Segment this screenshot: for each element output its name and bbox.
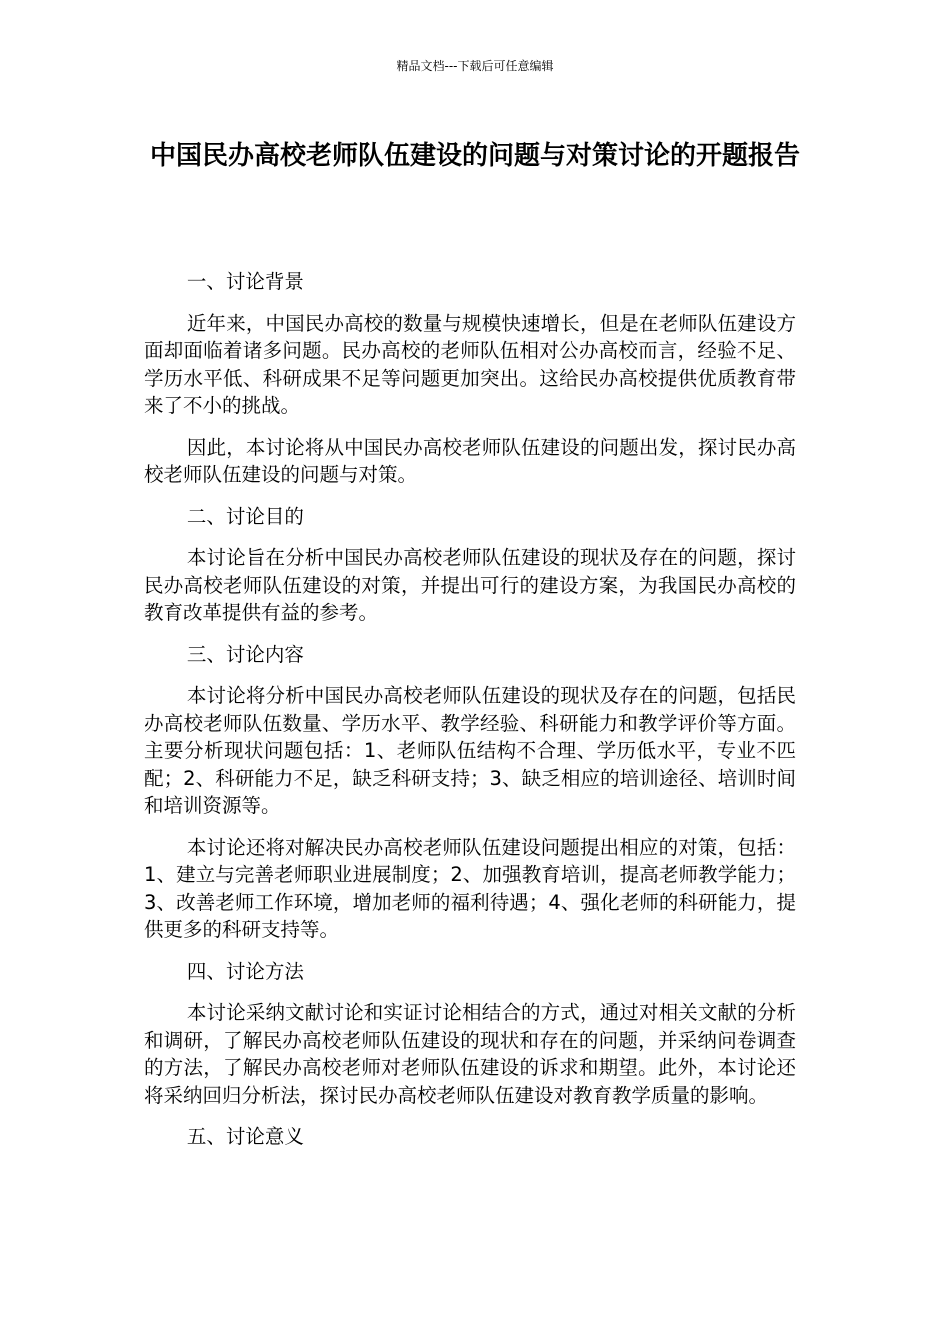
document-body bbox=[144, 268, 796, 1165]
paragraph: 本讨论旨在分析中国民办高校老师队伍建设的现状及存在的问题，探讨民办高校老师队伍建设的对策，并提出可行的建设方案，为我国民办高校的教育改革提供有益的参考。 bbox=[144, 546, 796, 624]
paragraph: 本讨论还将对解决民办高校老师队伍建设问题提出相应的对策，包括：1、建立与完善老师职业进展制度；2、加强教育培训，提高老师教学能力；3、改善老师工作环境，增加老师的福利待遇；4、强化老师的科研能力，提供更多的科研支持等。 bbox=[144, 835, 796, 941]
paragraph: 因此，本讨论将从中国民办高校老师队伍建设的问题出发，探讨民办高校老师队伍建设的问题与对策。 bbox=[144, 435, 796, 486]
paragraph: 本讨论将分析中国民办高校老师队伍建设的现状及存在的问题，包括民办高校老师队伍数量、学历水平、教学经验、科研能力和教学评价等方面。主要分析现状问题包括：1、老师队伍结构不合理、学历低水平，专业不匹配；2、科研能力不足，缺乏科研支持；3、缺乏相应的培训途径、培训时间和培训资源等。 bbox=[144, 684, 796, 817]
paragraph: 近年来，中国民办高校的数量与规模快速增长，但是在老师队伍建设方面却面临着诸多问题。民办高校的老师队伍相对公办高校而言，经验不足、学历水平低、科研成果不足等问题更加突出。这给民办高校提供优质教育带来了不小的挑战。 bbox=[144, 311, 796, 417]
section-heading-method: 四、讨论方法 bbox=[186, 959, 304, 983]
section-heading-purpose: 二、讨论目的 bbox=[186, 504, 304, 528]
section-heading-background: 一、讨论背景 bbox=[186, 270, 304, 293]
section-heading-significance: 五、讨论意义 bbox=[186, 1125, 304, 1148]
section-heading-content: 三、讨论内容 bbox=[186, 642, 304, 666]
page-header: 精品文档---下载后可任意编辑 bbox=[396, 59, 554, 73]
document-title: 中国民办高校老师队伍建设的问题与对策讨论的开题报告 bbox=[149, 141, 800, 171]
paragraph: 本讨论采纳文献讨论和实证讨论相结合的方式，通过对相关文献的分析和调研，了解民办高校老师队伍建设的现状和存在的问题，并采纳问卷调查的方法，了解民办高校老师对老师队伍建设的诉求和期望。此外，本讨论还将采纳回归分析法，探讨民办高校老师队伍建设对教育教学质量的影响。 bbox=[144, 1001, 796, 1107]
